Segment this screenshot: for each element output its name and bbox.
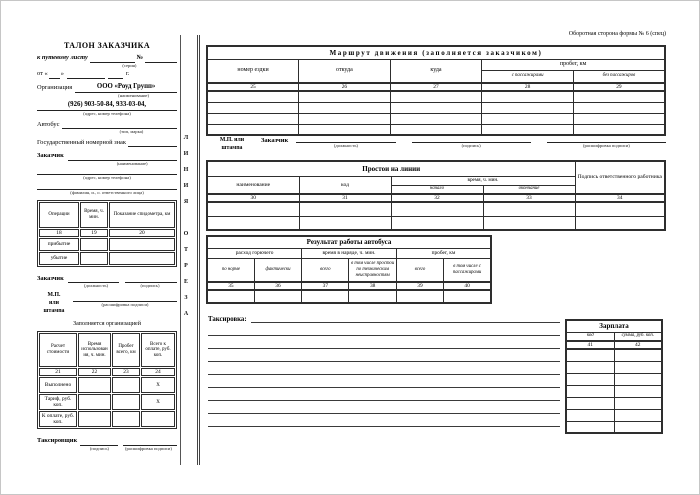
odometer-header: Показание спидометра, км (109, 202, 175, 228)
taxation-line (208, 414, 560, 427)
table-row (566, 421, 662, 433)
table-row (39, 238, 175, 251)
taxation-line (251, 315, 560, 323)
plate-label: Государственный номерной знак (37, 138, 126, 146)
position-blank (68, 276, 120, 283)
waybill-series-blank (90, 56, 135, 63)
col-number: 27 (390, 83, 482, 91)
empty-cell (207, 113, 299, 124)
empty-cell (112, 411, 140, 427)
empty-cell (254, 290, 301, 303)
start-header: начало (391, 185, 483, 194)
address-caption: (адрес, номер телефона) (83, 175, 131, 181)
sig-unit (547, 137, 666, 149)
col-number: 35 (207, 282, 254, 290)
time-total-header: всего (302, 258, 349, 282)
customer-sign-label: Заказчик (37, 275, 64, 283)
taxer-label: Таксировщик (37, 437, 78, 445)
customer-blank (68, 154, 177, 161)
taxation-label: Таксировка: (208, 316, 247, 323)
empty-cell (390, 91, 482, 102)
empty-cell (207, 124, 299, 135)
series-caption: (серия) (122, 62, 137, 68)
taxer-signature-blank (80, 439, 118, 446)
cost-calc-header: Расчет стоимости (39, 333, 77, 367)
col-number: 33 (483, 194, 575, 202)
fuel-group-header: расход горючего (207, 248, 302, 258)
waybill-row (37, 54, 177, 62)
empty-cell (573, 124, 665, 135)
empty-cell (573, 91, 665, 102)
empty-cell (299, 91, 391, 102)
empty-cell (566, 385, 614, 397)
date-suffix: г. (125, 70, 130, 78)
fuel-norm-header: по норме (207, 258, 254, 282)
empty-cell (566, 361, 614, 373)
empty-cell (391, 202, 483, 216)
end-header: окончание (483, 185, 575, 194)
customer-caption: (наименование) (116, 160, 148, 166)
col-number: 38 (349, 282, 396, 290)
col-number: 42 (614, 341, 662, 349)
time-group-header: время, ч. мин. (391, 176, 575, 185)
col-number: 25 (207, 83, 299, 91)
table-row (566, 349, 662, 361)
bus-result-table (206, 235, 492, 304)
customer-sign-label: Заказчик (261, 137, 289, 144)
downtime-title: Простои на линии (207, 161, 575, 176)
empty-cell (573, 113, 665, 124)
stamp-label: М.П. или штампа (43, 292, 65, 315)
column-numbers-row (566, 341, 662, 349)
empty-cell (299, 113, 391, 124)
empty-cell (483, 202, 575, 216)
cut-line (180, 35, 181, 465)
table-row (566, 361, 662, 373)
time-header: Время, ч. мин. (80, 202, 108, 228)
position-caption: (должность) (83, 283, 109, 289)
col-number: 19 (80, 229, 108, 237)
empty-cell (566, 349, 614, 361)
empty-cell (78, 411, 111, 427)
plate-row (37, 139, 177, 147)
empty-cell (566, 397, 614, 409)
table-row (207, 202, 665, 216)
result-title: Результат работы автобуса (207, 236, 491, 248)
empty-cell (207, 216, 299, 230)
table-row (39, 252, 175, 265)
tariff-row-label: Тариф, руб. коп. (39, 394, 77, 410)
col-number: 24 (141, 368, 175, 376)
salary-sum-header: сумма, руб. коп. (614, 332, 662, 341)
plate-blank (128, 140, 177, 147)
taxer-captions-row (37, 446, 177, 452)
empty-cell (614, 385, 662, 397)
taxation-line (208, 349, 560, 362)
empty-cell (482, 102, 574, 113)
table-row (207, 124, 665, 135)
col-number: 40 (444, 282, 491, 290)
decode-caption: (расшифровка подписи) (101, 302, 149, 308)
table-row (566, 409, 662, 421)
empty-cell (614, 421, 662, 433)
taxation-section (208, 315, 560, 427)
empty-cell (78, 394, 111, 410)
empty-cell (614, 409, 662, 421)
crossed-cell: X (141, 377, 175, 393)
bus-blank (62, 122, 177, 129)
empty-cell (482, 91, 574, 102)
empty-cell (390, 124, 482, 135)
empty-cell (575, 202, 665, 216)
empty-cell (614, 397, 662, 409)
departure-row-label: убытие (39, 252, 79, 265)
signature-blank (125, 276, 177, 283)
operations-header: Операции (39, 202, 79, 228)
name-header: наименование (207, 176, 299, 194)
duty-time-group-header: время в наряде, ч. мин. (302, 248, 397, 258)
col-number: 34 (575, 194, 665, 202)
col-number: 36 (254, 282, 301, 290)
salary-table (565, 319, 663, 434)
date-day-blank (49, 72, 60, 79)
empty-cell (566, 421, 614, 433)
mileage-passengers-header: в том числе с пассажирами (444, 258, 491, 282)
empty-cell (299, 216, 391, 230)
table-row (207, 216, 665, 230)
empty-cell (566, 373, 614, 385)
empty-cell (207, 202, 299, 216)
taxer-decode-blank (123, 439, 177, 446)
customer-row (37, 152, 177, 160)
bus-label: Автобус (37, 120, 60, 128)
table-row (39, 411, 175, 427)
stamp-label: М.П. или штампа (219, 137, 245, 151)
table-row (39, 394, 175, 410)
cost-time-header: Время использования, ч. мин. (78, 333, 111, 367)
col-number: 37 (302, 282, 349, 290)
table-row (566, 397, 662, 409)
waybill-number-blank (145, 56, 177, 63)
col-number: 28 (482, 83, 574, 91)
table-row (566, 385, 662, 397)
empty-cell (396, 290, 443, 303)
sig-unit (296, 137, 395, 149)
downtime-table (206, 160, 666, 231)
cost-mileage-header: Пробег всего, км (112, 333, 140, 367)
bus-caption: (тип, марка) (119, 129, 144, 135)
sig-unit (412, 137, 531, 149)
person-caption: (фамилия, и., о. ответственного лица) (70, 190, 144, 196)
col-number: 26 (299, 83, 391, 91)
signature-caption: (подпись) (140, 283, 160, 289)
fuel-actual-header: фактически (254, 258, 301, 282)
taxation-line (208, 388, 560, 401)
table-row (39, 377, 175, 393)
date-prefix: от « (37, 70, 48, 78)
col-number: 23 (112, 368, 140, 376)
customer-label: Заказчик (37, 152, 64, 160)
empty-cell (141, 411, 175, 427)
to-header: куда (390, 59, 482, 83)
bus-row (37, 121, 177, 129)
empty-cell (566, 409, 614, 421)
col-number: 31 (299, 194, 391, 202)
empty-cell (614, 349, 662, 361)
stamp-row (37, 291, 177, 315)
without-passengers-header: без пассажиров (573, 70, 665, 83)
empty-cell (207, 290, 254, 303)
empty-cell (391, 216, 483, 230)
empty-cell (109, 238, 175, 251)
empty-cell (109, 252, 175, 265)
col-number: 21 (39, 368, 77, 376)
empty-cell (575, 216, 665, 230)
col-number: 29 (573, 83, 665, 91)
route-table (206, 45, 666, 136)
empty-cell (207, 102, 299, 113)
empty-cell (299, 124, 391, 135)
taxer-decode-caption: (расшифровка подписи) (124, 445, 172, 451)
empty-cell (299, 102, 391, 113)
taxation-line (208, 336, 560, 349)
route-table-title: Маршрут движения (заполняется заказчиком) (207, 46, 665, 59)
col-number: 39 (396, 282, 443, 290)
taxation-line (208, 375, 560, 388)
time-breakdown-header: в том числе простои по техническим неисправностям (349, 258, 396, 282)
empty-cell (482, 113, 574, 124)
table-row (207, 113, 665, 124)
empty-cell (390, 113, 482, 124)
payable-row-label: К оплате, руб. коп. (39, 411, 77, 427)
col-number: 22 (78, 368, 111, 376)
organization-label: Организация (37, 84, 73, 92)
mileage-group-header: пробег, км (396, 248, 491, 258)
number-sign: № (136, 54, 143, 62)
code-header: код (299, 176, 391, 194)
table-row (207, 102, 665, 113)
coupon-title: ТАЛОН ЗАКАЗЧИКА (63, 41, 151, 50)
operations-table (37, 200, 177, 267)
sign-captions-row (37, 283, 177, 289)
table-row (207, 91, 665, 102)
empty-cell (444, 290, 491, 303)
empty-cell (112, 377, 140, 393)
empty-cell (299, 202, 391, 216)
taxer-signature-caption: (подпись) (89, 445, 109, 451)
column-numbers-row (207, 194, 665, 202)
date-quote: » (60, 70, 64, 78)
col-number: 30 (207, 194, 299, 202)
with-passengers-header: с пассажирами (482, 70, 574, 83)
empty-cell (207, 91, 299, 102)
mileage-group-header: пробег, км (482, 59, 665, 70)
mileage-total-header: всего (396, 258, 443, 282)
col-number: 32 (391, 194, 483, 202)
organization-row (37, 83, 177, 93)
cost-table (37, 331, 177, 429)
column-numbers-row (207, 282, 491, 290)
date-month-blank (67, 72, 105, 79)
organization-caption: (наименование) (118, 92, 149, 98)
phones-value: (926) 903-50-84, 933-03-04, (37, 101, 177, 111)
cost-total-header: Всего к оплате, руб. коп. (141, 333, 175, 367)
signature-caption: (подпись) (461, 143, 481, 148)
date-year-blank (108, 72, 123, 79)
column-numbers-row (39, 229, 175, 237)
empty-cell (614, 361, 662, 373)
route-sign-row (217, 137, 666, 152)
empty-cell (302, 290, 349, 303)
from-header: откуда (299, 59, 391, 83)
empty-cell (614, 373, 662, 385)
done-row-label: Выполнено (39, 377, 77, 393)
col-number: 20 (109, 229, 175, 237)
customer-coupon-section (37, 41, 177, 451)
salary-title: Зарплата (566, 320, 662, 332)
cut-line-double (197, 35, 200, 465)
empty-cell (349, 290, 396, 303)
column-numbers-row (39, 368, 175, 376)
table-row (207, 290, 491, 303)
col-number: 41 (566, 341, 614, 349)
table-row (566, 373, 662, 385)
form-note: Оборотная сторона формы № 6 (спец) (568, 31, 666, 37)
responsible-signature-header: Подпись ответственного работника (575, 161, 665, 194)
phones-caption: (адрес, номер телефона) (83, 111, 131, 117)
customer-sign-row (37, 275, 177, 283)
waybill-label: к путевому листу (37, 54, 88, 62)
empty-cell (80, 252, 108, 265)
date-row (37, 70, 177, 78)
trip-number-header: номер ездки (207, 59, 299, 83)
empty-cell (112, 394, 140, 410)
decode-caption: (расшифровка подписи) (582, 143, 630, 148)
cut-line-text: ЛИНИЯ ОТРЕЗА (183, 135, 189, 327)
taxation-line (208, 323, 560, 336)
position-caption: (должность) (333, 143, 358, 148)
taxation-line (208, 362, 560, 375)
empty-cell (482, 124, 574, 135)
empty-cell (78, 377, 111, 393)
org-fill-label: Заполняется организацией (73, 321, 141, 328)
arrival-row-label: прибытие (39, 238, 79, 251)
taxer-row (37, 437, 177, 445)
column-numbers-row (207, 83, 665, 91)
organization-name: ООО «Роуд Групп» (75, 83, 177, 93)
salary-code-header: код (566, 332, 614, 341)
crossed-cell: X (141, 394, 175, 410)
col-number: 18 (39, 229, 79, 237)
empty-cell (573, 102, 665, 113)
empty-cell (483, 216, 575, 230)
empty-cell (80, 238, 108, 251)
empty-cell (390, 102, 482, 113)
taxation-line (208, 401, 560, 414)
